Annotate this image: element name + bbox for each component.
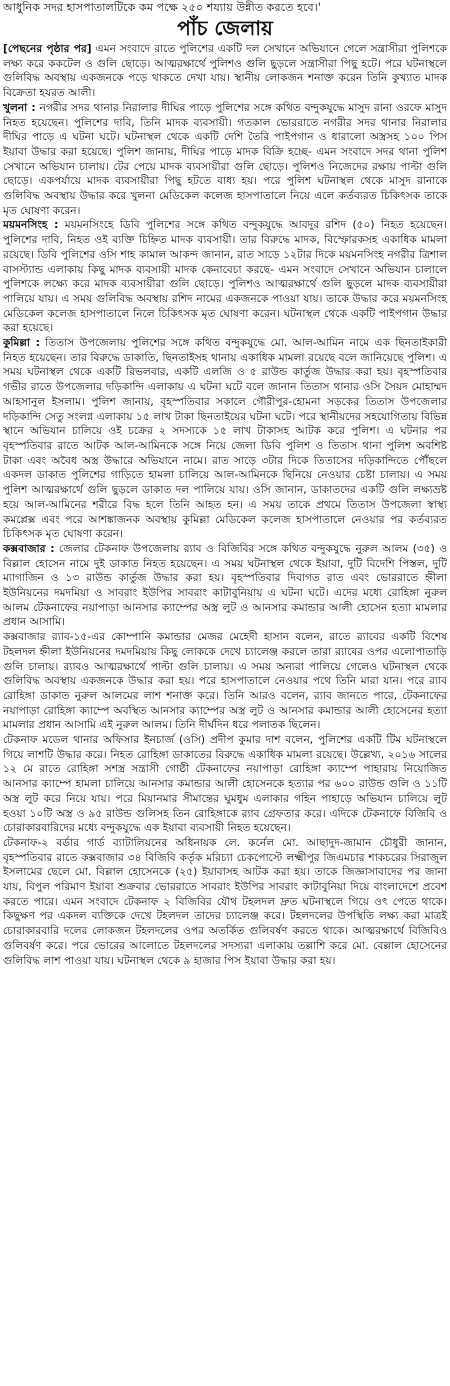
district-label-cumilla: কুমিল্লা : xyxy=(3,337,40,350)
article-paragraph-khulna xyxy=(3,101,447,219)
article-paragraph-cumilla xyxy=(3,336,447,542)
paragraph-text: ময়মনসিংহে ডিবি পুলিশের সঙ্গে কথিত বন্দুকযুদ্ধে আবদুর রশিদ (৫০) নিহত হয়েছেন। পুলিশের দাবি, নিহত ওই ব্যক্তি চিহ্নিত মাদক ব্যবসায়ী। তার বিরুদ্ধে মাদক, বিস্ফোরকসহ একাধিক মামলা রয়েছে। ডিবি পুলিশের ওসি শাহ কামাল আকন্দ জানান, রাত সাড়ে ১২টার দিকে ময়মনসিংহ নগরীর ত্রিশাল বাসস্ট্যান্ড এলাকায় কিছু মাদক ব্যবসায়ী মাদক কেনাবেচা করছে- এমন সংবাদে সেখানে অভিযান চালালে পুলিশকে লক্ষ্যে করে মাদক ব্যবসায়ীরা গুলি ছোড়ে। পুলিশও আত্মরক্ষার্থে গুলি ছুড়লে মাদক ব্যবসায়ীরা পালিয়ে যায়। এ সময় গুলিবিদ্ধ অবস্থায় রশিদ নামের একজনকে পাওয়া যায়। তাকে উদ্ধার করে ময়মনসিংহ মেডিকেল কলেজ হাসপাতালে নিলে চিকিৎসক মৃত ঘোষণা করেন। ঘটনাস্থল থেকে একটি পাইপগান উদ্ধার করা হয়েছে। xyxy=(3,219,447,335)
paragraph-text: তিতাস উপজেলায় পুলিশের সঙ্গে কথিত বন্দুকযুদ্ধে মো. আল-আমিন নামে এক ছিনতাইকারী নিহত হয়েছেন। তার বিরুদ্ধে ডাকাতি, ছিনতাইসহ থানায় একাধিক মামলা রয়েছে বলে জানিয়েছে পুলিশ। এ সময় ঘটনাস্থল থেকে একটি রিভলবার, একটি এলজি ও ৫ রাউন্ড কার্তুজ উদ্ধার করা হয়। বৃহস্পতিবার গভীর রাতে উপজেলার দড়িকান্দি এলাকায় এ ঘটনা ঘটে বলে জানান তিতাস থানার ওসি সৈয়দ মোহাম্মদ আহসানুল ইসলাম। পুলিশ জানায়, বৃহস্পতিবার সকালে গৌরীপুর-হোমনা সড়কের তিতাস উপজেলার দড়িকান্দি সেতু সংলগ্ন এলাকায় ১৫ লাখ টাকা ছিনতাইয়ের ঘটনা ঘটে। পরে স্থানীয়দের সহযোগিতায় বিভিন্ন স্থানে অভিযান চালিয়ে ওই চক্রের ২ সদস্যকে ১৫ লাখ টাকাসহ আটক করে পুলিশ। এ ঘটনার পর বৃহস্পতিবার রাতে আটক আল-আমিনকে সঙ্গে নিয়ে জেলা ডিবি পুলিশ ও তিতাস থানা পুলিশ অবশিষ্ট টাকা এবং অবৈধ অস্ত্র উদ্ধারে অভিযানে নামে। রাত সাড়ে ৩টার দিকে তিতাসের দড়িকান্দিতে পৌঁছলে একদল ডাকাত পুলিশের গাড়িতে হামলা চালিয়ে আল-আমিনকে ছিনিয়ে নেওয়ার চেষ্টা চালায়। এ সময় পুলিশ আত্মরক্ষার্থে গুলি ছুড়লে ডাকাত দল পালিয়ে যায়। ওসি জানান, ডাকাতদের একটি গুলি লক্ষ্যভ্রষ্ট হয়ে আল-আমিনের শরীরে বিদ্ধ হলে তিনি আহত হন। এ সময় তাকে প্রথমে তিতাস উপজেলা স্বাস্থ্য কমপ্লেক্স এবং পরে আশঙ্কাজনক অবস্থায় কুমিল্লা মেডিকেল কলেজ হাসপাতালে নেওয়ার পর কর্তব্যরত চিকিৎসক মৃত ঘোষণা করেন। xyxy=(3,337,447,541)
paragraph-text: কক্সবাজার র‌্যাব-১৫-এর কোম্পানি কমান্ডার মেজর মেহেদী হাসান বলেন, রাতে র‌্যাবের একটি বিশেষ টহলদল হ্নীলা ইউনিয়নের দমদমিয়ায় কিছু লোককে দেখে চ্যালেঞ্জ করলে তারা র‌্যাবের ওপর এলোপাতাড়ি গুলি চালায়। র‌্যাবও আত্মরক্ষার্থে পাল্টা গুলি চালায়। এ সময় অন্যরা পালিয়ে গেলেও ঘটনাস্থল থেকে গুলিবিদ্ধ অবস্থায় একজনকে উদ্ধার করা হয়। পরে হাসপাতালে নেওয়ার পথে তিনি মারা যান। পরে র‌্যাব রোহিঙ্গা ডাকাত নুরুল আলমের লাশ শনাক্ত করে। তিনি আরও বলেন, র‌্যাব জানতে পারে, টেকনাফের নয়াপাড়া রোহিঙ্গা ক্যাম্পে অবস্থিত আনসার ক্যাম্পের অস্ত্র লুট ও আনসার কমান্ডার আলী হোসেনের হত্যা মামলার প্রধান আসামি এই নুরুল আলম। তিনি দীর্ঘদিন ধরে পলাতক ছিলেন। xyxy=(3,631,447,732)
previous-article-end-line: আধুনিক সদর হাসপাতালটিকে কম পক্ষে ২৫০ শয্যায় উন্নীত করতে হবে।' xyxy=(3,1,321,14)
paragraph-text: টেকনাফ মডেল থানার অফিসার ইনচার্জ (ওসি) প্রদীপ কুমার দাশ বলেন, পুলিশের একটি টিম ঘটনাস্থলে গিয়ে লাশটি উদ্ধার করে। নিহত রোহিঙ্গা ডাকাতের বিরুদ্ধে একাধিক মামলা রয়েছে। উল্লেখ্য, ২০১৬ সালের ১২ মে রাতে রোহিঙ্গা সশস্ত্র সন্ত্রাসী গোষ্ঠী টেকনাফের নয়াপাড়া রোহিঙ্গা ক্যাম্পে পাহারায় নিয়োজিত আনসার ক্যাম্পে হামলা চালিয়ে আনসার কমান্ডার আলী হোসেনকে হত্যার পর ৬০০ রাউন্ড গুলি ও ১১টি অস্ত্র লুট করে নিয়ে যায়। পরে মিয়ানমার সীমান্তের ঘুমধুম এলাকার গহিন পাহাড়ে অভিযান চালিয়ে লুট হওয়া ১০টি অস্ত্র ও ৯৫ রাউন্ড গুলিসহ তিন রোহিঙ্গাকে র‌্যাব গ্রেফতার করে। এদিকে টেকনাফে বিজিবি ও চোরাকারবারিদের মধ্যে বন্দুকযুদ্ধে এক ইয়াবা ব্যবসায়ী নিহত হয়েছেন। xyxy=(3,734,447,835)
continuation-marker: [পেছনের পৃষ্ঠার পর] xyxy=(3,43,92,55)
paragraph-text: জেলার টেকনাফ উপজেলায় র‌্যাব ও বিজিবির সঙ্গে কথিত বন্দুকযুদ্ধে নুরুল আলম (৩৫) ও বিল্লাল হোসেন নামে দুই ডাকাত নিহত হয়েছেন। এ সময় ঘটনাস্থল থেকে ইয়াবা, দুটি বিদেশি পিস্তল, দুটি ম্যাগাজিন ও ১৩ রাউন্ড কার্তুজ উদ্ধার করা হয়। বৃহস্পতিবার দিবাগত রাত এবং ভোররাতে হ্নীলা ইউনিয়নের দমদমিয়া ও সাবরাং ইউপির সাবরাং কাটাবুনিয়ায় এ ঘটনা ঘটে। এদের মধ্যে রোহিঙ্গা নুরুল আলম টেকনাফের নয়াপাড়া আনসার ক্যাম্পের অস্ত্র লুট ও আনসার কমান্ডার আলী হোসেন হত্যা মামলার প্রধান আসামি। xyxy=(3,542,447,629)
article-paragraph-teknaf-police xyxy=(3,733,447,836)
article-paragraph-intro xyxy=(3,42,447,101)
article-paragraph-coxsbazar xyxy=(3,542,447,630)
article-paragraph-mymensingh xyxy=(3,218,447,336)
article-paragraph-rab xyxy=(3,630,447,733)
district-label-coxsbazar: কক্সবাজার : xyxy=(3,542,55,555)
paragraph-text: নগরীর সদর থানার নিরালার দীঘির পাড়ে পুলিশের সঙ্গে কথিত বন্দুকযুদ্ধে মাসুদ রানা ওরফে মাসুদ নিহত হয়েছেন। পুলিশের দাবি, তিনি মাদক ব্যবসায়ী। গতকাল ভোররাতে নগরীর সদর থানার নিরালার দীঘির পাড়ে এ ঘটনা ঘটে। ঘটনাস্থল থেকে একটি দেশি তৈরি পাইপগান ও ধারালো অস্ত্রসহ ১০০ পিস ইয়াবা উদ্ধার করা হয়েছে। পুলিশ জানায়, দীঘির পাড়ে মাদক বিক্রি হচ্ছে- এমন সংবাদে সদর থানা পুলিশ সেখানে অভিযান চালায়। টের পেয়ে মাদক ব্যবসায়ীরা গুলি ছোড়ে। পুলিশও নিজেদের রক্ষায় পাল্টা গুলি ছোড়ে। একপর্যায়ে মাদক ব্যবসায়ীরা পিছু হটতে বাধ্য হয়। পরে পুলিশ ঘটনাস্থল থেকে মাসুদ রানাকে গুলিবিদ্ধ অবস্থায় উদ্ধার করে খুলনা মেডিকেল কলেজ হাসপাতালে নিয়ে এলে কর্তব্যরত চিকিৎসক তাকে মৃত ঘোষণা করেন। xyxy=(3,101,447,217)
district-label-khulna: খুলনা : xyxy=(3,101,36,114)
paragraph-text: টেকনাফ-২ বর্ডার গার্ড ব্যাটালিয়নের অধিনায়ক লে. কর্নেল মো. আছাদুদ-জামান চৌধুরী জানান, বৃহস্পতিবার রাতে কক্সবাজার ৩৪ বিজিবি কর্তৃক মরিচ্যা চেকপোস্টে লক্ষ্মীপুর জিএমচার শাকচরের সিরাজুল ইসলামের ছেলে মো. বিল্লাল হোসেনকে (২৫) ইয়াবাসহ আটক করা হয়। তাকে জিজ্ঞাসাবাদের পর জানা যায়, বিপুল পরিমাণ ইয়াবা শুক্রবার ভোররাতে সাবরাং ইউপির সাবরাং কাটাবুনিয়া দিয়ে বাংলাদেশে প্রবেশ করতে পারে। এমন সংবাদে টেকনাফ ২ বিজিবির যৌথ টহলদল দ্রুত ঘটনাস্থলে গিয়ে ওৎ পেতে থাকে। কিছুক্ষণ পর একদল ব্যক্তিকে দেখে টহলদল তাদের চ্যালেঞ্জ করে। টহলদলের উপস্থিতি লক্ষ্য করা মাত্রই চোরাকারবারি দলের লোকজন টহলদলের ওপর অতর্কিত গুলিবর্ষণ করতে থাকে। আত্মরক্ষার্থে বিজিবিও গুলিবর্ষণ করে। পরে ভোরের আলোতে টহলদলের সদস্যরা এলাকায় তল্লাশি করে মো. বেল্লাল হোসেনের গুলিবিদ্ধ লাশ পাওয়া যায়। ঘটনাস্থল থেকে ৯ হাজার পিস ইয়াবা উদ্ধার করা হয়। xyxy=(3,836,447,967)
district-label-mymensingh: ময়মনসিংহ : xyxy=(3,219,59,232)
article-headline: পাঁচ জেলায় xyxy=(177,16,273,40)
article-paragraph-teknaf-bgb xyxy=(3,836,447,968)
paragraph-text: এমন সংবাদে রাতে পুলিশের একটি দল সেখানে অভিযানে গেলে সন্ত্রাসীরা পুলিশকে লক্ষ্য করে ককটেল ও গুলি ছোড়ে। আত্মরক্ষার্থে পুলিশও গুলি ছুড়লে সন্ত্রাসীরা পিছু হটে। পরে ঘটনাস্থলে গুলিবিদ্ধ অবস্থায় একজনকে পড়ে থাকতে দেখা যায়। স্থানীয় লোকজন শনাক্ত করেন তিনি কুখ্যাত মাদক বিক্রেতা হযরত আলী। xyxy=(3,43,447,100)
